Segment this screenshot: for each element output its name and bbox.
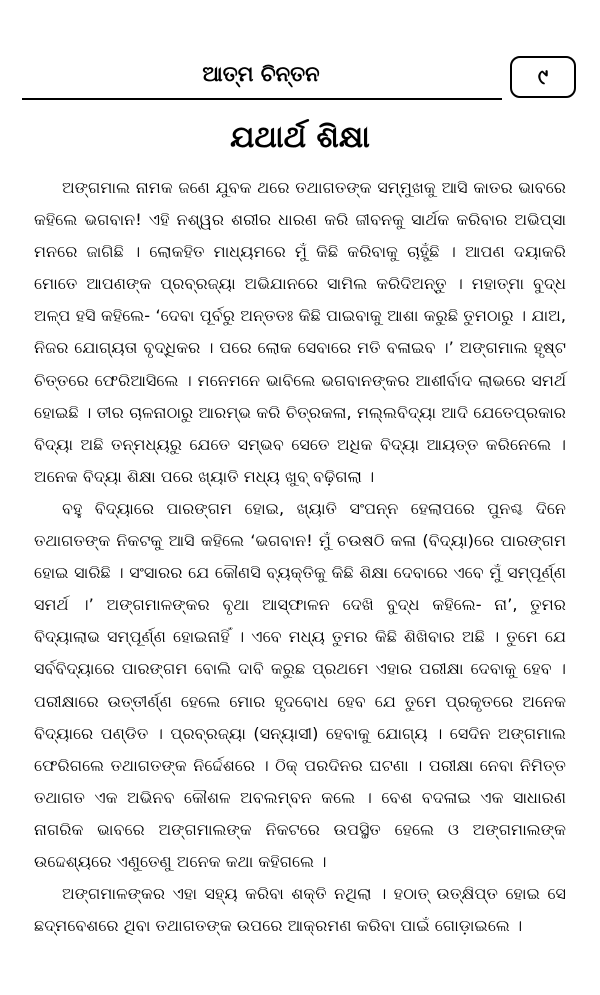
running-header xyxy=(22,54,578,104)
body-text xyxy=(34,172,566,942)
paragraph: ଅଙ୍ଗମାଳଙ୍କର ଏହା ସହ୍ୟ କରିବା ଶକ୍ତି ନଥିଲା । ହଠାତ୍ ଉତ୍କ୍ଷିପ୍ତ ହୋଇ ସେ ଛଦ୍ମବେଶରେ ଥିବା ତଥାଗତଙ୍କ ଉପରେ ଆକ୍ରମଣ କରିବା ପାଇଁ ଗୋଡ଼ାଇଲେ । xyxy=(34,884,566,936)
page-number: ୯ xyxy=(510,56,576,98)
chapter-title: ଯଥାର୍ଥ ଶିକ୍ଷା xyxy=(230,120,370,155)
header-rule xyxy=(22,98,502,100)
paragraph: ବହୁ ବିଦ୍ୟାରେ ପାରଙ୍ଗମ ହୋଇ, ଖ୍ୟାତି ସଂପନ୍ନ ହେଲାପରେ ପୁନଶ୍ଚ ଦିନେ ତଥାଗତଙ୍କ ନିକଟକୁ ଆସି କହିଲେ ‘ଭଗବାନ! ମୁଁ ଚଉଷଠି କଳା (ବିଦ୍ୟା)ରେ ପାରଙ୍ଗମ ହୋଇ ସାରିଛି । ସଂସାରର ଯେ କୌଣସି ବ୍ୟକ୍ତିକୁ କିଛି ଶିକ୍ଷା ଦେବାରେ ଏବେ ମୁଁ ସମ୍ପୂର୍ଣ୍ଣ ସମର୍ଥ ।’ ଅଙ୍ଗମାଳଙ୍କର ବୃଥା ଆସ୍ଫାଳନ ଦେଖି ବୁଦ୍ଧ କହିଲେ- ନା’, ତୁମର ବିଦ୍ୟାଲାଭ ସମ୍ପୂର୍ଣ୍ଣ ହୋଇନାହିଁ । ଏବେ ମଧ୍ୟ ତୁମର କିଛି ଶିଖିବାର ଅଛି । ତୁମେ ଯେ ସର୍ବବିଦ୍ୟାରେ ପାରଙ୍ଗମ ବୋଲି ଦାବି କରୁଛ ପ୍ରଥମେ ଏହାର ପରୀକ୍ଷା ଦେବାକୁ ହେବ । ପରୀକ୍ଷାରେ ଉତ୍ତୀର୍ଣ୍ଣ ହେଲେ ମୋର ହୃଦବୋଧ ହେବ ଯେ ତୁମେ ପ୍ରକୃତରେ ଅନେକ ବିଦ୍ୟାରେ ପଣ୍ଡିତ । ପ୍ରବ୍ରଜ୍ୟା (ସନ୍ୟାସୀ) ହେବାକୁ ଯୋଗ୍ୟ । ସେଦିନ ଅଙ୍ଗମାଲ ଫେରିଗଲେ ତଥାଗତଙ୍କ ନିର୍ଦ୍ଦେଶରେ । ଠିକ୍ ପରଦିନର ଘଟଣା । ପରୀକ୍ଷା ନେବା ନିମିତ୍ତ ତଥାଗତ ଏକ ଅଭିନବ କୌଶଳ ଅବଲମ୍ବନ କଲେ । ବେଶ ବଦଳାଇ ଏକ ସାଧାରଣ ନାଗରିକ ଭାବରେ ଅଙ୍ଗମାଲଙ୍କ ନିକଟରେ ଉପସ୍ଥିତ ହେଲେ ଓ ଅଙ୍ଗମାଲଙ୍କ ଉଦ୍ଦେଶ୍ୟରେ ଏଣୁତେଣୁ ଅନେକ କଥା କହିଗଲେ । xyxy=(34,498,566,871)
paragraph: ଅଙ୍ଗମାଲ ନାମକ ଜଣେ ଯୁବକ ଥରେ ତଥାଗତଙ୍କ ସମ୍ମୁଖକୁ ଆସି କାତର ଭାବରେ କହିଲେ ଭଗବାନ! ଏହି ନଶ୍ୱର ଶରୀର ଧାରଣ କରି ଜୀବନକୁ ସାର୍ଥକ କରିବାର ଅଭିପ୍ସା ମନରେ ଜାଗିଛି । ଲୋକହିତ ମାଧ୍ୟମରେ ମୁଁ କିଛି କରିବାକୁ ଚାହୁଁଛି । ଆପଣ ଦୟାକରି ମୋତେ ଆପଣଙ୍କ ପ୍ରବ୍ରଜ୍ୟା ଅଭିଯାନରେ ସାମିଲ କରିଦିଅନ୍ତୁ । ମହାତ୍ମା ବୁଦ୍ଧ ଅଳ୍ପ ହସି କହିଲେ- ‘ଦେବା ପୂର୍ବରୁ ଅନ୍ତତଃ କିଛି ପାଇବାକୁ ଆଶା କରୁଛି ତୁମଠାରୁ । ଯାଅ, ନିଜର ଯୋଗ୍ୟତା ବୃଦ୍ଧିକର । ପରେ ଲୋକ ସେବାରେ ମତି ବଳାଇବ ।’ ଅଙ୍ଗମାଲ ହୃଷ୍ଟ ଚିତ୍ତରେ ଫେରିଆସିଲେ । ମନେମନେ ଭାବିଲେ ଭଗବାନଙ୍କର ଆଶୀର୍ବାଦ ଲାଭରେ ସମର୍ଥ ହୋଇଛି । ତୀର ଚାଳନାଠାରୁ ଆରମ୍ଭ କରି ଚିତ୍ରକଳା, ମଲ୍ଲବିଦ୍ୟା ଆଦି ଯେତେପ୍ରକାର ବିଦ୍ୟା ଅଛି ତନ୍ମଧ୍ୟରୁ ଯେତେ ସମ୍ଭବ ସେତେ ଅଧିକ ବିଦ୍ୟା ଆୟତ୍ତ କରିନେଲେ । ଅନେକ ବିଦ୍ୟା ଶିକ୍ଷା ପରେ ଖ୍ୟାତି ମଧ୍ୟ ଖୁବ୍ ବଢ଼ିଗଲା । xyxy=(34,178,566,486)
running-header-title: ଆତ୍ମ ଚିନ୍ତନ xyxy=(202,62,320,86)
